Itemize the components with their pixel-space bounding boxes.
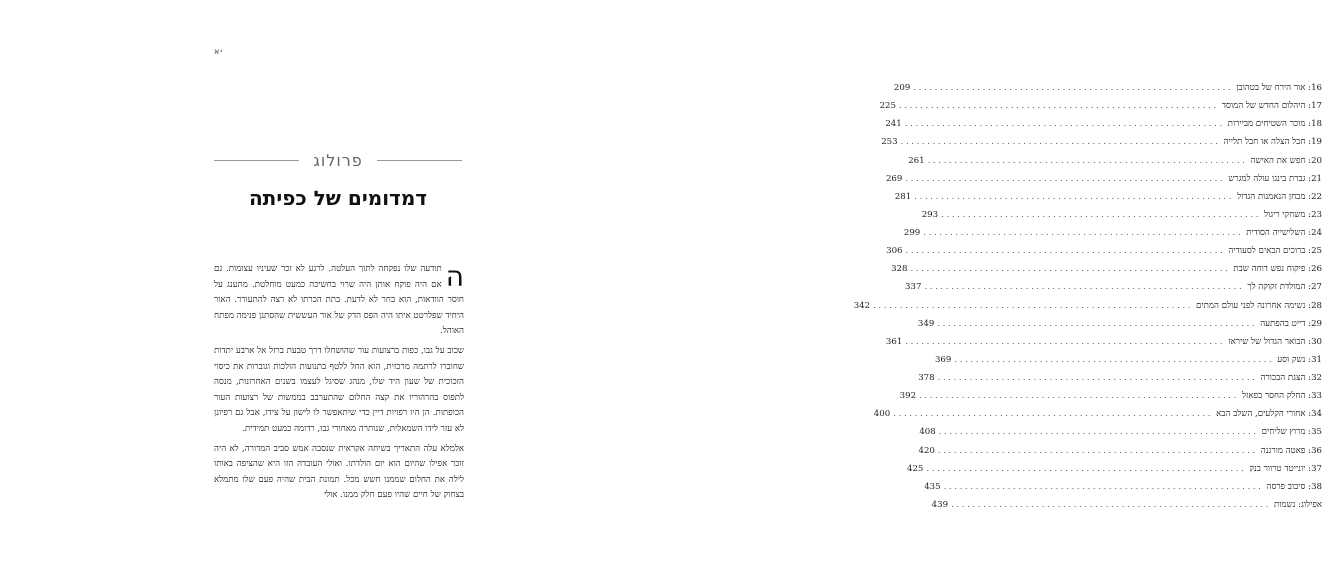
toc-entry-label: [1264, 206, 1322, 224]
toc-leader-dots: ............................................................: [924, 282, 1245, 293]
toc-entry-separator: :: [1305, 155, 1312, 166]
toc-entry-separator: :: [1305, 336, 1312, 347]
toc-entry-separator: :: [1305, 137, 1312, 148]
toc-entry-number: 38: [1311, 481, 1322, 492]
toc-leader-dots: ............................................................: [893, 409, 1214, 420]
toc-entry-number: 20: [1311, 155, 1322, 166]
toc-entry-number: 33: [1311, 391, 1322, 402]
toc-leader-dots: ............................................................: [905, 336, 1226, 347]
toc-entry-title: אחורי הקלעים, השלב הבא: [1216, 409, 1306, 420]
toc-entry-title: החלק החסר בפאזל: [1241, 391, 1306, 402]
drop-cap: ה: [445, 260, 464, 293]
toc-entry-label: [1228, 242, 1322, 260]
table-of-contents: [853, 79, 1322, 514]
toc-entry-title: יונייטד טרוור בנק: [1249, 463, 1306, 474]
toc-leader-dots: ............................................................: [914, 191, 1235, 202]
toc-entry-title: דייט בהפתעה: [1260, 318, 1306, 329]
toc-leader-dots: ............................................................: [943, 481, 1264, 492]
toc-entry-label: [1236, 79, 1322, 97]
toc-entry-page: 400: [873, 409, 891, 420]
toc-entry-page: 435: [924, 481, 941, 492]
toc-entry-label: [1277, 351, 1322, 369]
toc-entry: [885, 115, 1322, 133]
toc-entry-title: אפילוג: נשמות: [1273, 499, 1322, 510]
toc-entry-label: [1196, 297, 1322, 315]
toc-entry-separator: :: [1305, 445, 1312, 456]
toc-entry-page: 349: [917, 318, 935, 329]
toc-entry-label: [1228, 115, 1322, 133]
toc-entry-label: [1216, 405, 1322, 423]
toc-leader-dots: ............................................................: [941, 209, 1262, 220]
toc-entry-separator: :: [1305, 173, 1312, 184]
toc-entry-number: 32: [1311, 373, 1322, 383]
body-paragraph: [214, 262, 464, 340]
toc-leader-dots: ............................................................: [937, 445, 1258, 456]
toc-entry-number: 30: [1311, 336, 1322, 347]
toc-leader-dots: ............................................................: [905, 246, 1226, 257]
toc-entry-separator: :: [1305, 481, 1312, 492]
toc-entry: [918, 442, 1322, 460]
toc-leader-dots: ............................................................: [910, 264, 1231, 275]
toc-entry-page: 392: [899, 391, 917, 402]
toc-entry-separator: :: [1305, 101, 1312, 112]
toc-entry-number: 27: [1311, 282, 1322, 293]
toc-entry-number: 23: [1311, 209, 1322, 220]
toc-entry-title: אור הירח של בטהובן: [1236, 83, 1306, 93]
toc-leader-dots: ............................................................: [919, 391, 1239, 402]
toc-entry: [918, 369, 1322, 387]
toc-entry-separator: :: [1305, 228, 1312, 238]
toc-entry-page: 408: [919, 427, 936, 438]
toc-leader-dots: ............................................................: [913, 83, 1234, 93]
toc-entry-number: 36: [1311, 445, 1322, 456]
toc-entry-title: חפש את האישה: [1250, 155, 1306, 166]
toc-entry-separator: :: [1305, 373, 1312, 383]
toc-entry: [894, 188, 1322, 206]
toc-entry-page: 281: [894, 191, 912, 202]
toc-entry-separator: :: [1305, 318, 1312, 329]
header-rule-left: [214, 160, 299, 161]
toc-entry-page: 306: [886, 246, 903, 257]
prologue-label: פרולוג: [313, 150, 363, 170]
toc-leader-dots: ............................................................: [923, 228, 1244, 238]
toc-entry-separator: :: [1305, 191, 1312, 202]
toc-entry: [879, 97, 1322, 115]
toc-entry-title: המולדת זקוקה לך: [1247, 282, 1306, 293]
toc-entry-number: 34: [1311, 409, 1322, 420]
toc-entry: [908, 152, 1322, 170]
toc-entry-title: גברת בינגו עולה למגרש: [1228, 173, 1306, 184]
toc-leader-dots: ............................................................: [904, 119, 1225, 130]
toc-entry-number: 21: [1311, 173, 1322, 184]
right-page: [512, 0, 1322, 576]
toc-entry: [886, 242, 1322, 260]
toc-entry: [934, 351, 1322, 369]
toc-entry-page: 361: [885, 336, 903, 347]
body-text: [214, 262, 464, 504]
toc-leader-dots: ............................................................: [927, 155, 1248, 166]
toc-entry-number: 37: [1311, 463, 1322, 474]
toc-entry-label: [1274, 496, 1322, 514]
toc-entry: [891, 260, 1322, 278]
body-paragraph: אלמלא עלה התאריך בשיחה אקראית שנסבה אמש סביב המדורה, לא היה זוכר אפילו שהיום הוא יום הולדתו. ואולי העובדה הזו היא שהציפה באותו לילה את החלום שממנו חשש מכל. תמונת הבית שהיה פעם שלו מתמלא בצחוק של חיים שהיו פעם חלק ממנו. אולי: [214, 443, 464, 501]
toc-entry-title: משחקי ריגול: [1264, 209, 1306, 220]
toc-entry-label: [1237, 188, 1322, 206]
toc-entry-separator: :: [1305, 209, 1312, 220]
toc-entry-separator: :: [1305, 391, 1312, 402]
toc-entry-label: [1267, 478, 1322, 496]
toc-entry-page: 269: [885, 173, 903, 184]
toc-entry-label: [1242, 387, 1322, 405]
toc-entry: [907, 460, 1322, 478]
toc-entry-title: חבל הצלה או חבל תלייה: [1223, 137, 1306, 148]
toc-entry-title: נשימה אחרונה לפני עולם המתים: [1196, 300, 1306, 311]
toc-entry-label: [1251, 152, 1322, 170]
toc-entry-title: מבחן הנאמנות הגדול: [1237, 191, 1306, 202]
toc-entry-label: [1262, 423, 1322, 441]
toc-entry: [899, 387, 1322, 405]
toc-entry-label: [1224, 133, 1322, 151]
toc-entry-label: [1233, 260, 1322, 278]
toc-entry-title: פאטה מורגנה: [1260, 445, 1306, 456]
toc-entry-separator: :: [1305, 427, 1312, 438]
toc-entry-page: 439: [931, 499, 949, 510]
toc-entry-label: [1261, 442, 1322, 460]
toc-leader-dots: ............................................................: [873, 300, 1193, 311]
toc-entry-label: [1222, 97, 1322, 115]
toc-entry-number: 31: [1311, 354, 1322, 365]
toc-entry-page: 241: [885, 119, 902, 130]
toc-leader-dots: ............................................................: [898, 101, 1219, 112]
toc-entry: [931, 496, 1322, 514]
toc-leader-dots: ............................................................: [951, 499, 1271, 510]
toc-entry-page: 425: [907, 463, 924, 474]
toc-entry-number: 22: [1311, 191, 1322, 202]
toc-leader-dots: ............................................................: [938, 427, 1259, 438]
toc-entry: [919, 423, 1322, 441]
toc-entry-page: 299: [903, 228, 921, 238]
toc-entry-title: מרוץ שליחים: [1261, 427, 1306, 438]
toc-entry: [924, 478, 1322, 496]
toc-entry-page: 253: [881, 137, 898, 148]
toc-entry-label: [1249, 460, 1322, 478]
toc-entry-title: סיבוב פרסה: [1266, 481, 1306, 492]
toc-entry-page: 420: [918, 445, 935, 456]
chapter-title: דמדומים של כפיתה: [248, 186, 428, 210]
toc-entry-number: 25: [1311, 246, 1322, 257]
toc-entry-label: [1260, 315, 1322, 333]
toc-entry-title: השלישייה הסודית: [1246, 228, 1306, 238]
toc-leader-dots: ............................................................: [937, 318, 1258, 329]
toc-entry-label: [1246, 224, 1322, 242]
toc-entry-separator: :: [1305, 300, 1312, 311]
toc-leader-dots: ............................................................: [905, 173, 1226, 184]
toc-entry-page: 328: [891, 264, 908, 275]
toc-entry-title: מוכר השטיחים מביירות: [1227, 119, 1306, 130]
toc-entry-separator: :: [1305, 264, 1312, 275]
toc-entry-title: הצגת הבכורה: [1260, 373, 1306, 383]
toc-entry-separator: :: [1305, 409, 1312, 420]
body-paragraph: שכוב על גבו, כפות ברצועות עור שהושחלו דרך טבעת ברזל אל ארבע יתדות שחוברו לרתמה מרכזית, הוא החל ללטף בתנועות הולכות וגוברות את כיסוי הזכוכית של שעון היד שלו, מנהג שסיגל לעצמו בשנים האחרונות, מנסה לתפוס בהרהוריו את קצה החלום שהתערבב בממשות של רצועות העור הכופתות. הן היו רפויות דיין כדי שיתאפשר לו לישון על צידו, אבל גם רפיונן לא עזר לידו השמאלית, שנותרה מאחורי גבו, רדומה כמעט תמידית.: [214, 345, 464, 434]
toc-entry-separator: :: [1305, 282, 1312, 293]
toc-entry-number: 26: [1311, 264, 1322, 275]
toc-leader-dots: ............................................................: [954, 354, 1275, 365]
toc-entry-label: [1228, 170, 1322, 188]
toc-entry-number: 29: [1311, 318, 1322, 329]
toc-entry-page: 293: [921, 209, 939, 220]
toc-entry-title: נשק וסע: [1277, 354, 1306, 365]
toc-entry-label: [1247, 278, 1322, 296]
toc-entry-separator: :: [1305, 83, 1312, 93]
toc-entry-separator: :: [1305, 119, 1312, 130]
toc-entry: [903, 224, 1322, 242]
toc-entry: [921, 206, 1322, 224]
toc-entry-number: 28: [1311, 300, 1322, 311]
toc-entry-label: [1228, 333, 1322, 351]
toc-entry-separator: :: [1305, 354, 1312, 365]
toc-entry-separator: :: [1305, 463, 1312, 474]
left-page: [0, 0, 512, 576]
toc-entry: [917, 315, 1322, 333]
toc-entry-page: 342: [853, 300, 871, 311]
toc-entry-number: 35: [1311, 427, 1322, 438]
toc-entry-title: פיקוח נפש דוחה שבת: [1233, 264, 1306, 275]
toc-entry-separator: :: [1305, 246, 1312, 257]
prologue-header: [214, 148, 462, 172]
paragraph-text: תודעה שלו נפקחה לתוך העלטה. לרגע לא זכר שעיניו עצומות. גם אם היה פוקח אותן היה שרוי בחשיכה כמעט מוחלטת. מתענג על חוסר הוודאות, הוא בחר לא לדעת. בתת הכרתו לא רצה להתעורר. האור היחיד שפלרטט איתו היה הפס הדק של אור העששית שהסתנן פנימה מפתח האוהל.: [214, 264, 464, 337]
toc-entry-page: 261: [908, 155, 925, 166]
toc-leader-dots: ............................................................: [937, 373, 1258, 383]
toc-entry: [885, 333, 1322, 351]
toc-entry: [905, 278, 1322, 296]
toc-entry-page: 225: [879, 101, 896, 112]
toc-entry-page: 369: [934, 354, 952, 365]
toc-entry: [885, 170, 1322, 188]
toc-entry-number: 17: [1311, 101, 1322, 112]
toc-leader-dots: ............................................................: [900, 137, 1221, 148]
toc-entry-page: 337: [905, 282, 922, 293]
toc-entry-title: ברוכים הבאים לסעודיה: [1228, 246, 1306, 257]
toc-entry: [881, 133, 1322, 151]
toc-entry-number: 24: [1311, 228, 1322, 238]
toc-entry-title: היהלום החדש של המוסד: [1221, 101, 1306, 112]
toc-entry-title: הבואר הגדול של שיראז: [1228, 336, 1306, 347]
toc-entry-label: [1261, 369, 1322, 387]
page-number: יא: [214, 47, 224, 56]
toc-entry: [873, 405, 1322, 423]
header-rule-right: [377, 160, 462, 161]
toc-entry-page: 209: [893, 83, 911, 93]
toc-entry-number: 16: [1311, 83, 1322, 93]
toc-entry: [893, 79, 1322, 97]
toc-entry-number: 19: [1311, 137, 1322, 148]
toc-leader-dots: ............................................................: [926, 463, 1247, 474]
toc-entry-page: 378: [918, 373, 935, 383]
toc-entry-number: 18: [1311, 119, 1322, 130]
toc-entry: [853, 297, 1322, 315]
